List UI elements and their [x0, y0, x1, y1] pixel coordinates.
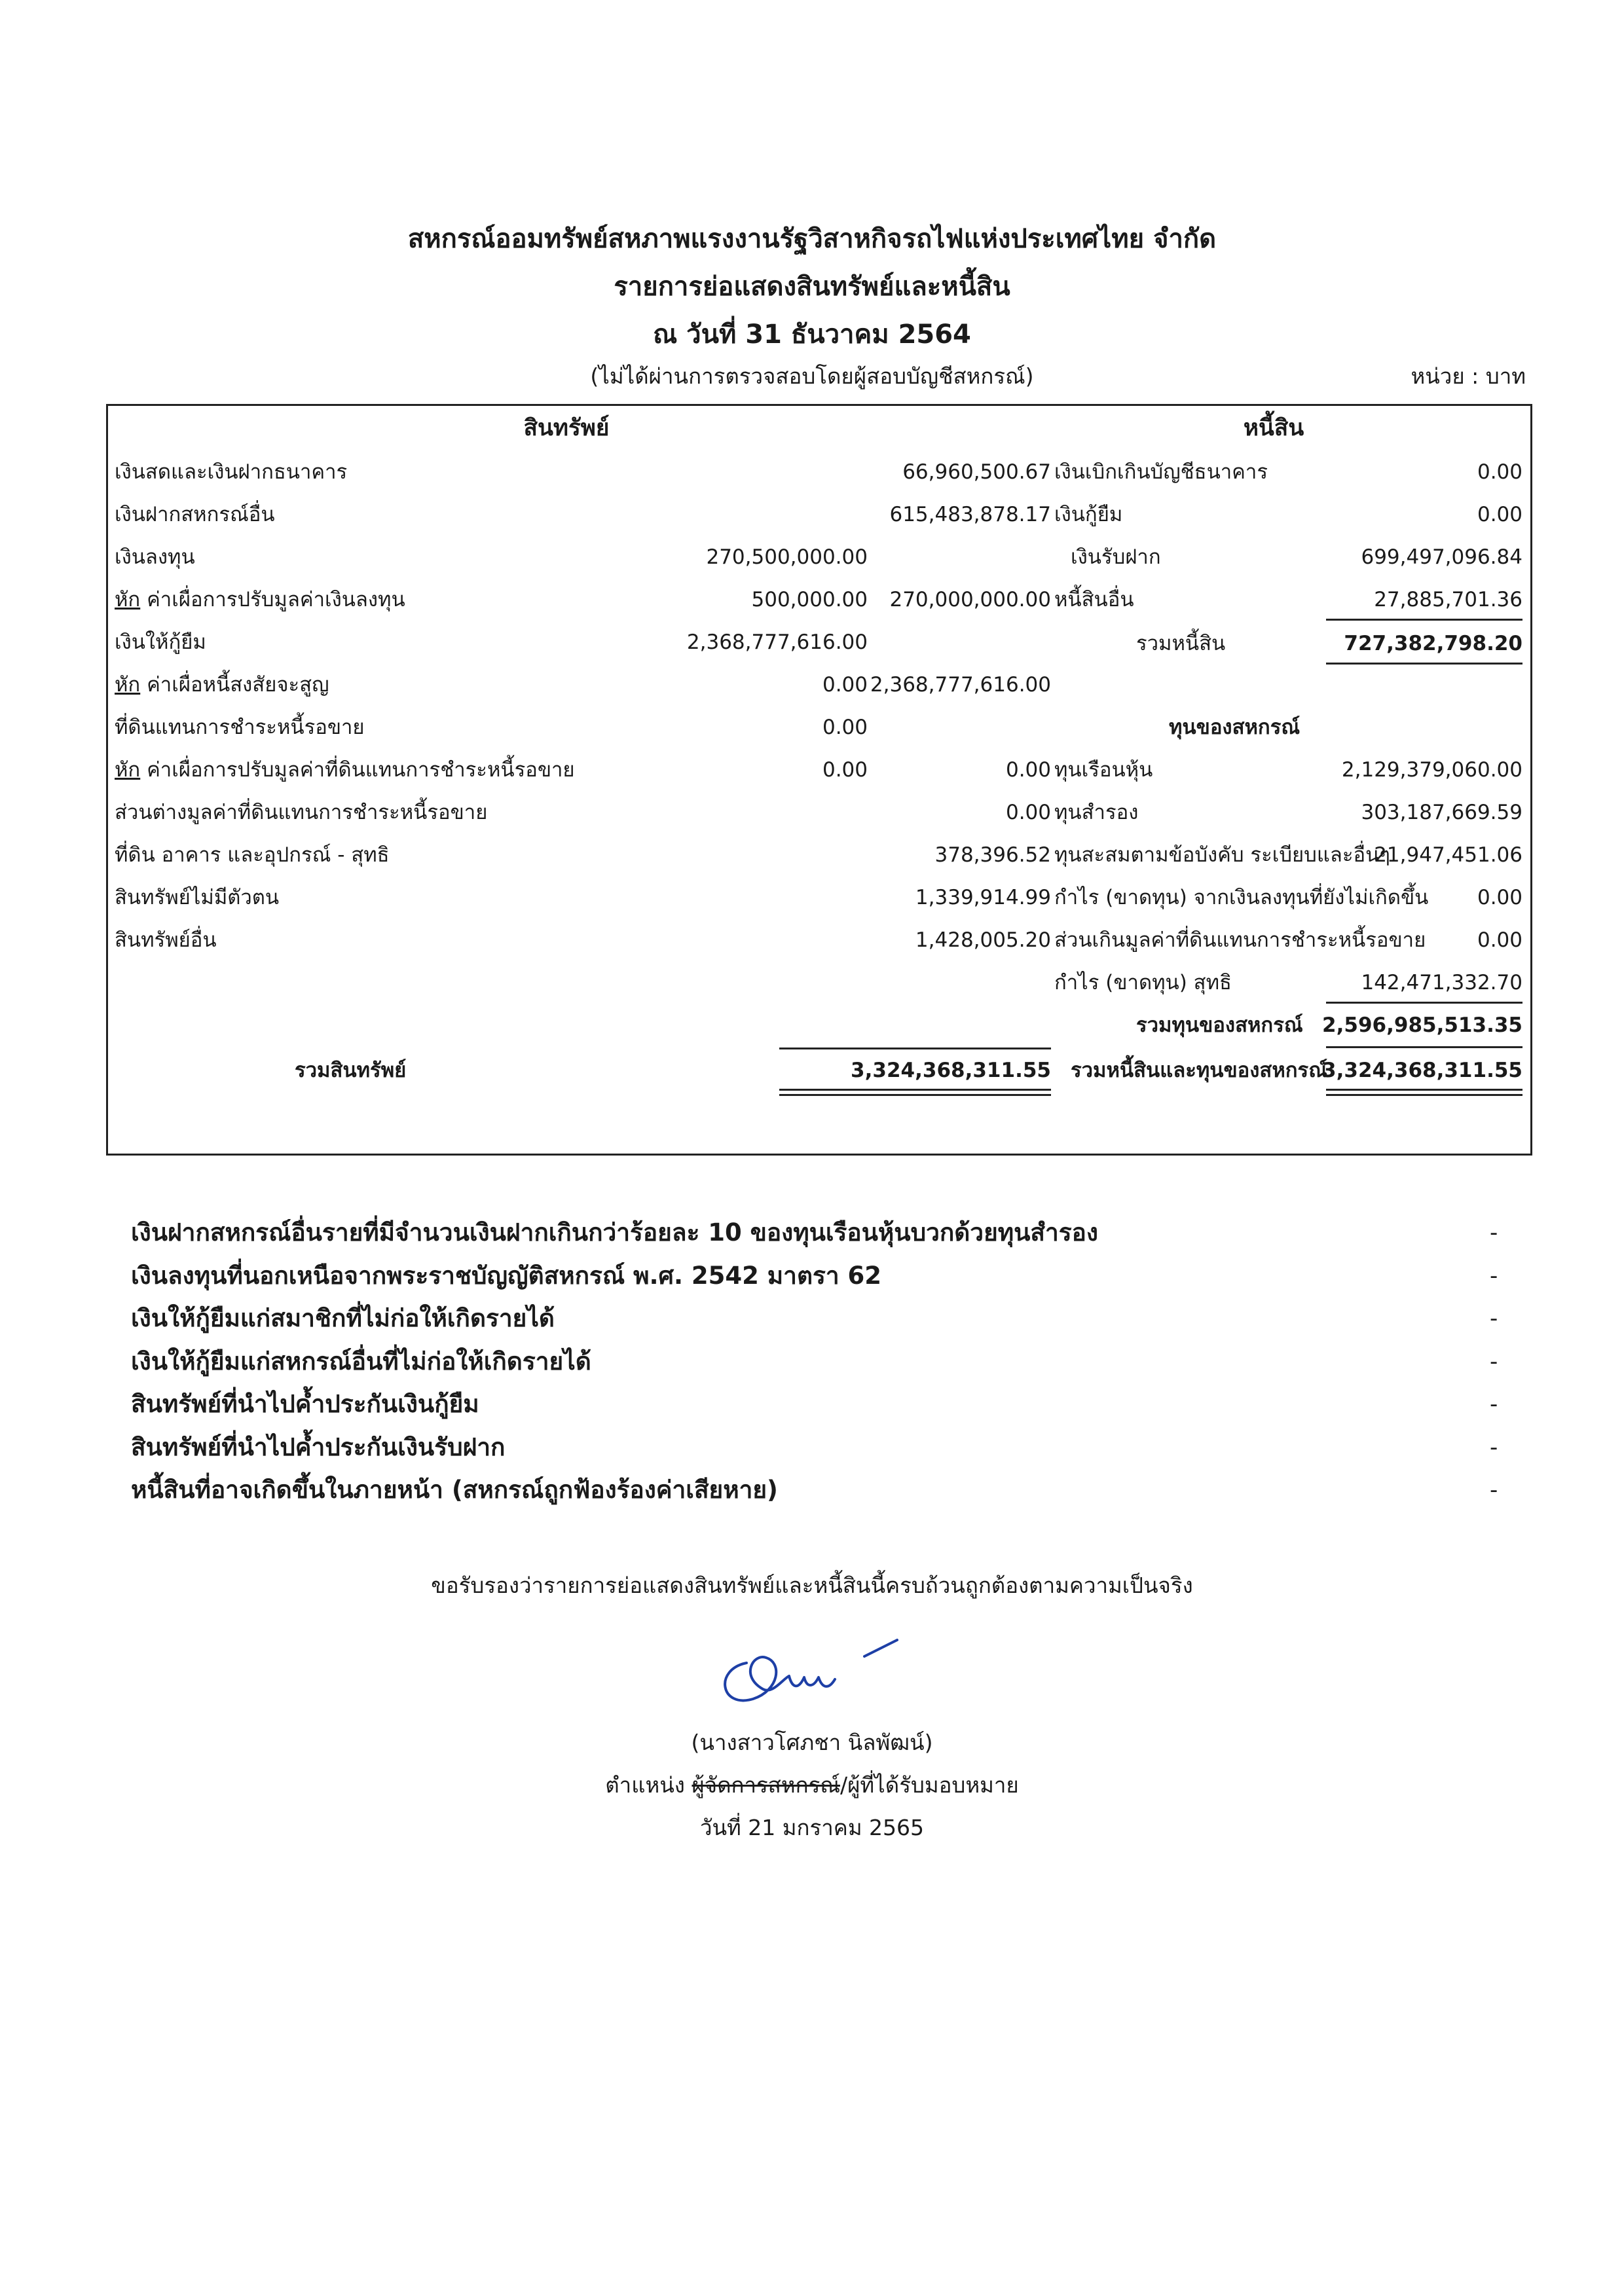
balance-sheet-box: [106, 404, 1532, 1156]
note-item: หนี้สินที่อาจเกิดขึ้นในภายหน้า (สหกรณ์ถูกฟ้องร้องค่าเสียหาย): [131, 1476, 778, 1504]
liability-rule: [1326, 619, 1522, 621]
equity-label: ส่วนเกินมูลค่าที่ดินแทนการชำระหนี้รอขาย: [1054, 928, 1426, 952]
total-equity-label: รวมทุนของสหกรณ์: [1136, 1013, 1303, 1037]
note-item: สินทรัพย์ที่นำไปค้ำประกันเงินรับฝาก: [131, 1433, 506, 1461]
note-value: -: [1490, 1391, 1498, 1417]
equity-heading: ทุนของสหกรณ์: [1169, 716, 1301, 739]
liability-value: 699,497,096.84: [1361, 545, 1522, 569]
note-item: เงินให้กู้ยืมแก่สมาชิกที่ไม่ก่อให้เกิดรายได้: [131, 1304, 555, 1332]
equity-rule: [1326, 1002, 1522, 1004]
note-value: -: [1490, 1220, 1498, 1246]
asset-amount: 270,500,000.00: [706, 545, 868, 569]
equity-label: ทุนเรือนหุ้น: [1054, 758, 1153, 782]
liability-label: หนี้สินอื่น: [1054, 588, 1134, 611]
grand-total-value: 3,324,368,311.55: [1322, 1059, 1522, 1082]
unit-label: หน่วย : บาท: [1411, 363, 1526, 389]
total-equity-value: 2,596,985,513.35: [1322, 1013, 1522, 1037]
liability-label: เงินเบิกเกินบัญชีธนาคาร: [1054, 460, 1268, 484]
asset-label: สินทรัพย์อื่น: [115, 928, 217, 952]
asset-amount: 500,000.00: [751, 588, 868, 611]
signer-name: (นางสาวโศภชา นิลพัฒน์): [691, 1730, 933, 1755]
note-value: -: [1490, 1477, 1498, 1503]
asset-total: 1,339,914.99: [915, 886, 1051, 909]
signature: [701, 1617, 950, 1722]
asset-total-rule: [779, 1048, 1051, 1049]
liability-label: เงินรับฝาก: [1071, 545, 1161, 569]
asset-label: หัก ค่าเผื่อการปรับมูลค่าที่ดินแทนการชำระหนี้รอขาย: [115, 758, 575, 782]
asset-label: เงินฝากสหกรณ์อื่น: [115, 503, 275, 526]
grand-total-label: รวมหนี้สินและทุนของสหกรณ์: [1071, 1059, 1327, 1082]
note-item: เงินลงทุนที่นอกเหนือจากพระราชบัญญัติสหกรณ์ พ.ศ. 2542 มาตรา 62: [131, 1262, 882, 1290]
equity-value: 21,947,451.06: [1374, 843, 1522, 867]
asset-label: เงินสดและเงินฝากธนาคาร: [115, 460, 348, 484]
note-item: เงินให้กู้ยืมแก่สหกรณ์อื่นที่ไม่ก่อให้เกิดรายได้: [131, 1347, 591, 1376]
struck-position: ผู้จัดการสหกรณ์: [692, 1772, 840, 1798]
equity-value: 303,187,669.59: [1361, 801, 1522, 824]
total-assets-value: 3,324,368,311.55: [851, 1059, 1051, 1082]
assets-heading: สินทรัพย์: [523, 415, 610, 441]
total-liabilities-value: 727,382,798.20: [1344, 632, 1522, 655]
asset-label: สินทรัพย์ไม่มีตัวตน: [115, 886, 280, 909]
total-assets-label: รวมสินทรัพย์: [295, 1059, 407, 1082]
liability-label: เงินกู้ยืม: [1054, 503, 1123, 526]
liability-total-rule: [1326, 663, 1522, 665]
asset-total: 615,483,878.17: [889, 503, 1051, 526]
less-prefix: หัก: [115, 588, 141, 611]
asset-label: หัก ค่าเผื่อการปรับมูลค่าเงินลงทุน: [115, 588, 405, 611]
asset-amount: 0.00: [822, 758, 868, 782]
asset-label: ที่ดิน อาคาร และอุปกรณ์ - สุทธิ: [115, 843, 390, 867]
asset-label: ที่ดินแทนการชำระหนี้รอขาย: [115, 716, 365, 739]
asset-amount: 0.00: [822, 673, 868, 697]
asset-total: 2,368,777,616.00: [870, 673, 1051, 697]
note-value: -: [1490, 1349, 1498, 1375]
asset-amount: 0.00: [822, 716, 868, 739]
note-value: -: [1490, 1434, 1498, 1461]
report-title: รายการย่อแสดงสินทรัพย์และหนี้สิน: [614, 272, 1010, 302]
asset-label: เงินลงทุน: [115, 545, 195, 569]
grand-total-double-rule: [1326, 1089, 1522, 1096]
asset-total: 378,396.52: [934, 843, 1051, 867]
report-date: ณ วันที่ 31 ธันวาคม 2564: [653, 319, 971, 350]
liabilities-heading: หนี้สิน: [1243, 415, 1304, 441]
liability-value: 0.00: [1477, 503, 1522, 526]
total-liabilities-label: รวมหนี้สิน: [1136, 632, 1226, 655]
equity-value: 142,471,332.70: [1361, 971, 1522, 994]
asset-total: 0.00: [1005, 801, 1051, 824]
equity-value: 0.00: [1477, 928, 1522, 952]
signer-position: ตำแหน่ง ผู้จัดการสหกรณ์/ผู้ที่ได้รับมอบหมาย: [605, 1772, 1019, 1798]
certification-statement: ขอรับรองว่ารายการย่อแสดงสินทรัพย์และหนี้สินนี้ครบถ้วนถูกต้องตามความเป็นจริง: [431, 1573, 1193, 1598]
liability-value: 0.00: [1477, 460, 1522, 484]
less-prefix: หัก: [115, 673, 141, 697]
asset-total: 1,428,005.20: [915, 928, 1051, 952]
asset-label: หัก ค่าเผื่อหนี้สงสัยจะสูญ: [115, 673, 329, 697]
note-value: -: [1490, 1305, 1498, 1332]
equity-value: 2,129,379,060.00: [1341, 758, 1522, 782]
equity-label: กำไร (ขาดทุน) จากเงินลงทุนที่ยังไม่เกิดขึ้น: [1054, 886, 1429, 909]
note-item: สินทรัพย์ที่นำไปค้ำประกันเงินกู้ยืม: [131, 1390, 479, 1418]
audit-note: (ไม่ได้ผ่านการตรวจสอบโดยผู้สอบบัญชีสหกรณ์): [590, 363, 1034, 389]
note-item: เงินฝากสหกรณ์อื่นรายที่มีจำนวนเงินฝากเกินกว่าร้อยละ 10 ของทุนเรือนหุ้นบวกด้วยทุนสำรอง: [131, 1218, 1098, 1247]
asset-label: ส่วนต่างมูลค่าที่ดินแทนการชำระหนี้รอขาย: [115, 801, 488, 824]
equity-value: 0.00: [1477, 886, 1522, 909]
note-value: -: [1490, 1263, 1498, 1289]
asset-double-rule: [779, 1089, 1051, 1096]
equity-label: ทุนสะสมตามข้อบังคับ ระเบียบและอื่นๆ: [1054, 843, 1390, 867]
asset-total: 66,960,500.67: [902, 460, 1051, 484]
asset-total: 0.00: [1005, 758, 1051, 782]
signature-date: วันที่ 21 มกราคม 2565: [699, 1815, 925, 1840]
equity-label: ทุนสำรอง: [1054, 801, 1139, 824]
asset-label: เงินให้กู้ยืม: [115, 630, 206, 654]
asset-amount: 2,368,777,616.00: [686, 630, 868, 654]
liability-value: 27,885,701.36: [1374, 588, 1522, 611]
asset-total: 270,000,000.00: [889, 588, 1051, 611]
org-name: สหกรณ์ออมทรัพย์สหภาพแรงงานรัฐวิสาหกิจรถไฟแห่งประเทศไทย จำกัด: [407, 224, 1217, 254]
equity-total-rule: [1326, 1046, 1522, 1048]
less-prefix: หัก: [115, 758, 141, 782]
equity-label: กำไร (ขาดทุน) สุทธิ: [1054, 971, 1232, 994]
